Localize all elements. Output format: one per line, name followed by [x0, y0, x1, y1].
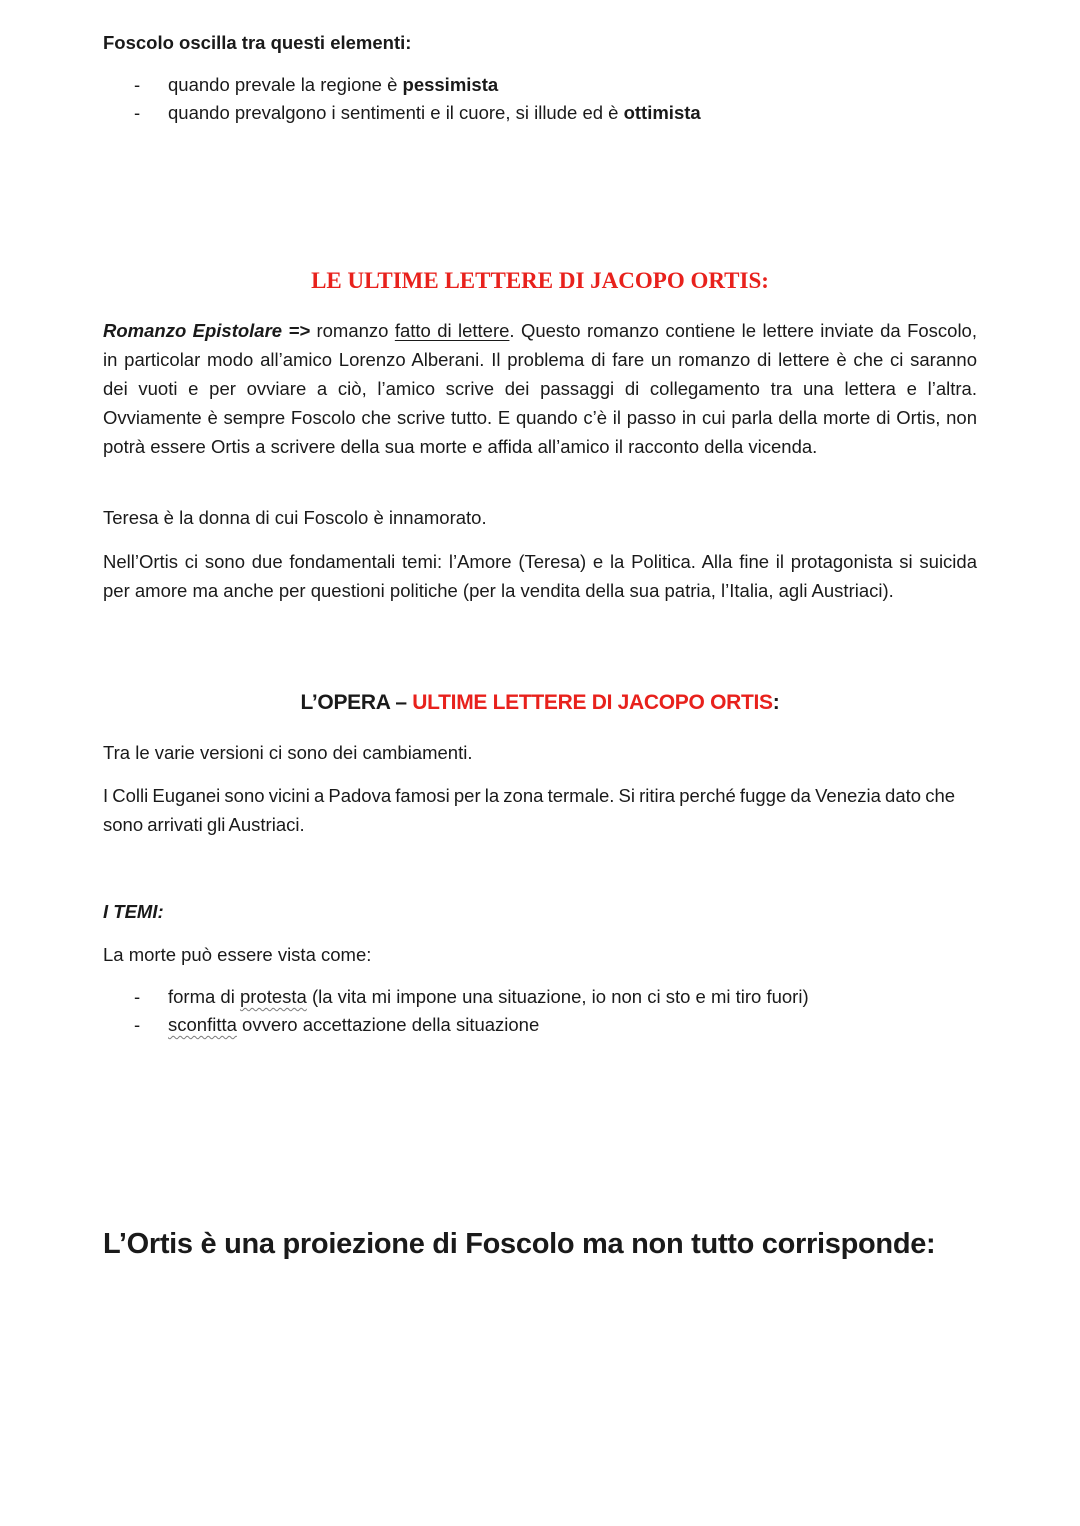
title-prefix: L’OPERA –	[300, 691, 413, 714]
title-highlight: ULTIME LETTERE DI JACOPO ORTIS	[412, 691, 773, 714]
list-item-emphasis: pessimista	[402, 74, 499, 95]
list-item-text: ovvero accettazione della situazione	[236, 1014, 540, 1035]
dash-bullet: -	[134, 74, 141, 95]
list-item-text: quando prevalgono i sentimenti e il cuore, si illude ed è	[168, 102, 624, 123]
underlined-phrase: fatto di lettere	[394, 320, 510, 341]
paragraph-text: romanzo	[310, 320, 395, 341]
paragraph-text: . Questo romanzo contiene le lettere inviate da Foscolo, in particolar modo all’amico Lorenzo Alberani. Il problema di fare un romanzo di lettere è che ci saranno dei vuoti e per ovviare a ciò, l’amico scrive dei passaggi di collegamento tra una lettera e l’altra. Ovviamente è sempre Foscolo che scrive tutto. E quando c’è il passo in cui parla della morte di Ortis, non potrà essere Ortis a scrivere della sua morte e affida all’amico il racconto della vicenda.	[103, 320, 977, 457]
spellcheck-word: sconfitta	[168, 1014, 237, 1035]
intro-bullet-list	[134, 71, 701, 127]
proiezione-heading: L’Ortis è una proiezione di Foscolo ma non tutto corrisponde:	[103, 1228, 936, 1260]
intro-heading: Foscolo oscilla tra questi elementi:	[103, 32, 412, 53]
list-item-text: quando prevale la regione è	[168, 74, 403, 95]
title-suffix: :	[772, 691, 780, 714]
spellcheck-word: protesta	[239, 986, 307, 1007]
opera-paragraph-2: I Colli Euganei sono vicini a Padova famosi per la zona termale. Si ritira perché fugge da Venezia dato che sono arrivati gli Austriaci.	[103, 785, 956, 835]
list-item-text: (la vita mi impone una situazione, io non ci sto e mi tiro fuori)	[306, 986, 809, 1007]
dash-bullet: -	[134, 986, 141, 1007]
list-item	[134, 71, 701, 99]
section-title-opera	[0, 691, 1080, 715]
list-item	[134, 99, 701, 127]
lettere-paragraph-2: Teresa è la donna di cui Foscolo è innamorato.	[103, 507, 487, 528]
dash-bullet: -	[134, 1014, 141, 1035]
temi-heading: I TEMI:	[103, 901, 164, 922]
list-item	[134, 1011, 809, 1039]
list-item	[134, 983, 809, 1011]
list-item-emphasis: ottimista	[623, 102, 701, 123]
list-item-text: forma di	[168, 986, 240, 1007]
temi-intro: La morte può essere vista come:	[103, 944, 372, 965]
lead-term: Romanzo Epistolare =>	[103, 320, 311, 341]
section-title-lettere: LE ULTIME LETTERE DI JACOPO ORTIS:	[311, 268, 769, 293]
temi-bullet-list	[134, 983, 809, 1039]
lettere-paragraph-1	[103, 316, 977, 461]
opera-paragraph-1: Tra le varie versioni ci sono dei cambiamenti.	[103, 742, 473, 763]
lettere-paragraph-3: Nell’Ortis ci sono due fondamentali temi: l’Amore (Teresa) e la Politica. Alla fine il protagonista si suicida per amore ma anche per questioni politiche (per la vendita della sua patria, l’Italia, agli Austriaci).	[103, 551, 977, 601]
dash-bullet: -	[134, 102, 141, 123]
